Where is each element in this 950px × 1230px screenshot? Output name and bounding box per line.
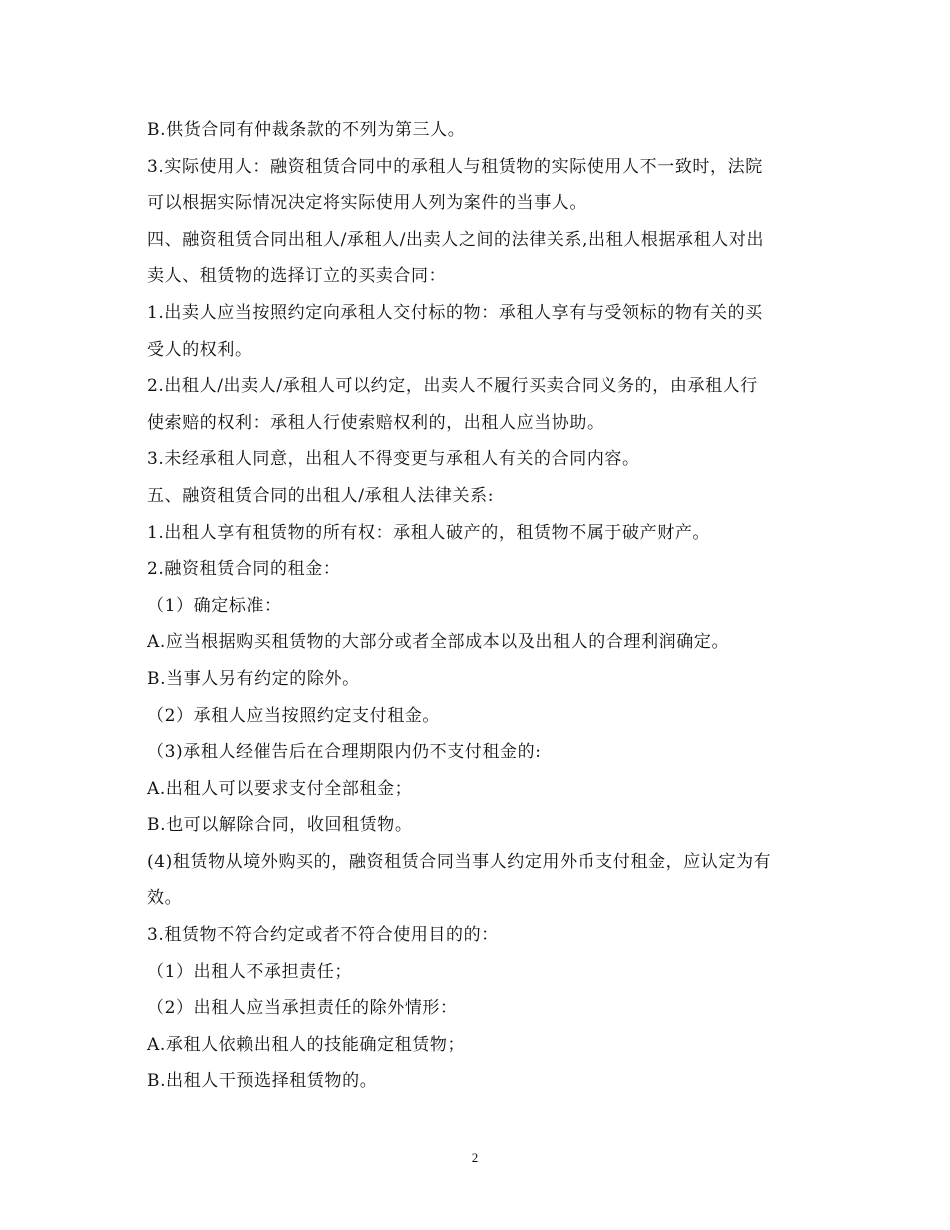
- text-line: （2）承租人应当按照约定支付租金。: [147, 705, 441, 726]
- text-line: B.也可以解除合同，收回租赁物。: [147, 815, 413, 836]
- page-number: 2: [471, 1150, 479, 1165]
- text-line: 五、融资租赁合同的出租人/承租人法律关系:: [147, 485, 495, 506]
- text-line: 1.出卖人应当按照约定向承租人交付标的物：承租人享有与受领标的物有关的买: [147, 302, 763, 323]
- text-line: 可以根据实际情况决定将实际使用人列为案件的当事人。: [147, 193, 587, 214]
- text-line: (4)租赁物从境外购买的，融资租赁合同当事人约定用外币支付租金，应认定为有: [147, 851, 772, 872]
- text-line: A.应当根据购买租赁物的大部分或者全部成本以及出租人的合理利润确定。: [147, 632, 730, 653]
- text-line: B.当事人另有约定的除外。: [147, 668, 360, 689]
- text-line: （1）出租人不承担责任；: [147, 961, 353, 982]
- text-line: 2.融资租赁合同的租金：: [147, 559, 341, 580]
- text-line: B.供货合同有仲裁条款的不列为第三人。: [147, 120, 466, 140]
- text-line: 卖人、租赁物的选择订立的买卖合同：: [147, 266, 447, 287]
- text-line: 2.出租人/出卖人/承租人可以约定，出卖人不履行买卖合同义务的，由承租人行: [147, 376, 758, 397]
- text-line: B.出租人干预选择租赁物的。: [147, 1071, 378, 1092]
- text-line: A.承租人依赖出租人的技能确定租赁物；: [147, 1034, 466, 1055]
- text-line: 四、融资租赁合同出租人/承租人/出卖人之间的法律关系,出租人根据承租人对出: [147, 229, 765, 250]
- document-body: [147, 112, 817, 1100]
- text-line: 效。: [147, 888, 183, 909]
- text-line: （1）确定标准：: [147, 595, 282, 616]
- text-line: 3.实际使用人：融资租赁合同中的承租人与租赁物的实际使用人不一致时，法院: [147, 156, 763, 177]
- text-line: 3.未经承租人同意，出租人不得变更与承租人有关的合同内容。: [147, 449, 640, 470]
- text-line: （3)承租人经催告后在合理期限内仍不支付租金的:: [147, 742, 542, 763]
- text-line: （2）出租人应当承担责任的除外情形：: [147, 998, 458, 1019]
- text-line: 使索赔的权利：承租人行使索赔权利的，出租人应当协助。: [147, 412, 605, 433]
- text-line: 1.出租人享有租赁物的所有权：承租人破产的，租赁物不属于破产财产。: [147, 522, 711, 543]
- text-line: A.出租人可以要求支付全部租金；: [147, 778, 413, 799]
- text-line: 3.租赁物不符合约定或者不符合使用目的的：: [147, 925, 499, 946]
- text-line: 受人的权利。: [147, 339, 253, 360]
